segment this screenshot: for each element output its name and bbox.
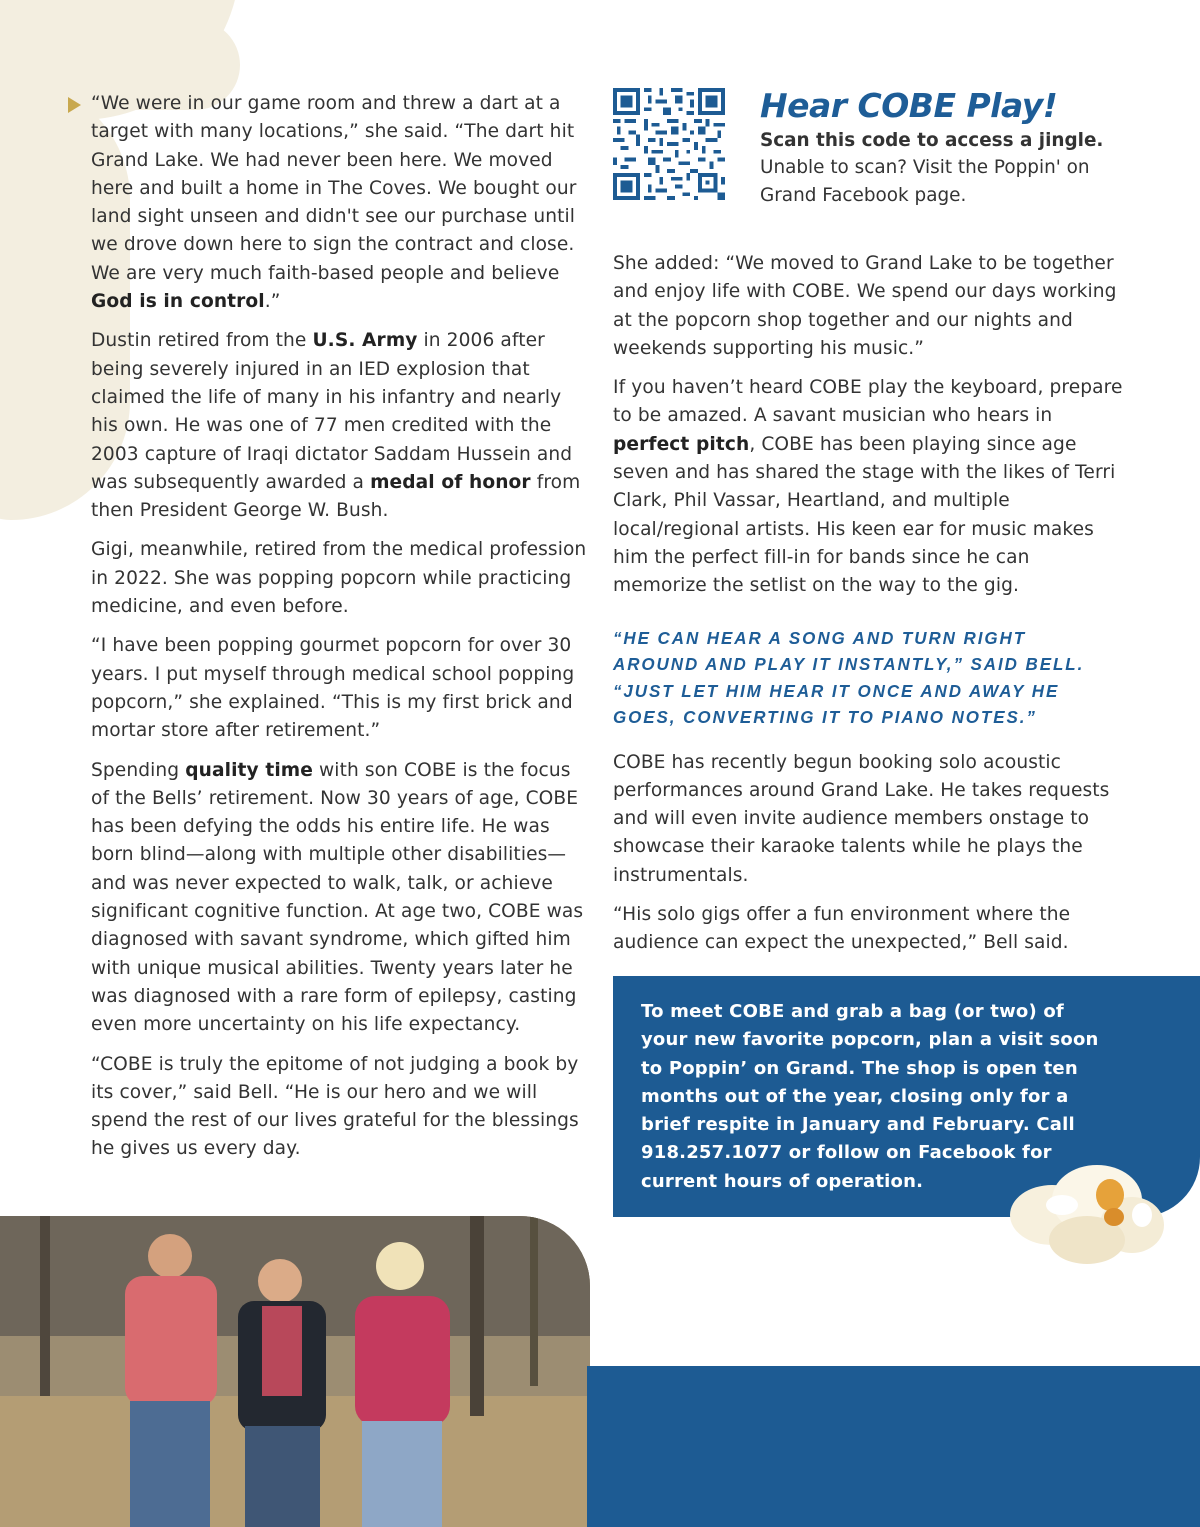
paragraph-dustin: Dustin retired from the U.S. Army in 2006 after being severely injured in an IED explosion that claimed the life of many in his infantry and nearly his own. He was one of 77 men credited with the 2003 capture of Iraqi dictator Saddam Hussein and was subsequently awarded a medal of honor from then President George W. Bush.: [91, 330, 581, 522]
pull-quote: “HE CAN HEAR A SONG AND TURN RIGHT AROUND AND PLAY IT INSTANTLY,” SAID BELL. “JUST LET HIM HEAR IT ONCE AND AWAY HE GOES, CONVERTING IT TO PIANO NOTES.”: [613, 627, 1085, 728]
hear-cobe-title: Hear COBE Play!: [760, 86, 1058, 125]
qr-code-icon[interactable]: [613, 88, 725, 200]
family-photo: [0, 1216, 590, 1527]
family-photo-illustration: [0, 1216, 590, 1527]
popcorn-icon: [1002, 1155, 1167, 1270]
paragraph-solo-gigs: “His solo gigs offer a fun environment where the audience can expect the unexpected,” Bell said.: [613, 904, 1071, 954]
paragraph-popping: “I have been popping gourmet popcorn for over 30 years. I put myself through medical school popping popcorn,” she explained. “This is my first brick and mortar store after retirement.”: [91, 635, 575, 742]
paragraph-dart: “We were in our game room and threw a dart at a target with many locations,” she said. “The dart hit Grand Lake. We had never been here. We moved here and built a home in The Coves. We bought our land sight unseen and didn't see our purchase until we drove down here to sign the contract and close. We are very much faith-based people and believe God is in control.”: [91, 93, 577, 313]
right-column: [613, 250, 1123, 969]
cta-text: To meet COBE and grab a bag (or two) of your new favorite popcorn, plan a visit soon to Poppin’ on Grand. The shop is open ten months out of the year, closing only for a brief respite in January and February. Call 918.257.1077 or follow on Facebook for current hours of operation.: [641, 1001, 1099, 1192]
hear-cobe-instruction: Scan this code to access a jingle.: [760, 130, 1104, 151]
paragraph-epitome: “COBE is truly the epitome of not judging a book by its cover,” said Bell. “He is our hero and we will spend the rest of our lives grateful for the blessings he gives us every day.: [91, 1053, 579, 1160]
paragraph-she-added: She added: “We moved to Grand Lake to be together and enjoy life with COBE. We spend our days working at the popcorn shop together and our nights and weekends supporting his music.”: [613, 253, 1117, 359]
paragraph-keyboard: If you haven’t heard COBE play the keyboard, prepare to be amazed. A savant musician who hears in perfect pitch, COBE has been playing since age seven and has shared the stage with the likes of Terri Clark, Phil Vassar, Heartland, and multiple local/regional artists. His keen ear for music makes him the perfect fill-in for bands since he can memorize the setlist on the way to the gig.: [613, 377, 1123, 597]
hear-cobe-fallback: Unable to scan? Visit the Poppin' on Grand Facebook page.: [760, 157, 1090, 206]
paragraph-quality-time: Spending quality time with son COBE is the focus of the Bells’ retirement. Now 30 years of age, COBE has been defying the odds his entire life. He was born blind—along with multiple other disabilities—and was never expected to walk, talk, or achieve significant cognitive function. At age two, COBE was diagnosed with savant syndrome, which gifted him with unique musical abilities. Twenty years later he was diagnosed with a rare form of epilepsy, casting even more uncertainty on his life expectancy.: [91, 759, 584, 1036]
left-column: [91, 90, 591, 1175]
triangle-right-icon: [68, 97, 81, 113]
paragraph-solo-acoustic: COBE has recently begun booking solo acoustic performances around Grand Lake. He takes requests and will even invite audience members onstage to showcase their karaoke talents while he plays the instrumentals.: [613, 751, 1110, 886]
paragraph-gigi: Gigi, meanwhile, retired from the medical profession in 2022. She was popping popcorn while practicing medicine, and even before.: [91, 539, 587, 618]
hear-cobe-box: [760, 86, 1120, 210]
bottom-blue-bar: [587, 1366, 1200, 1527]
